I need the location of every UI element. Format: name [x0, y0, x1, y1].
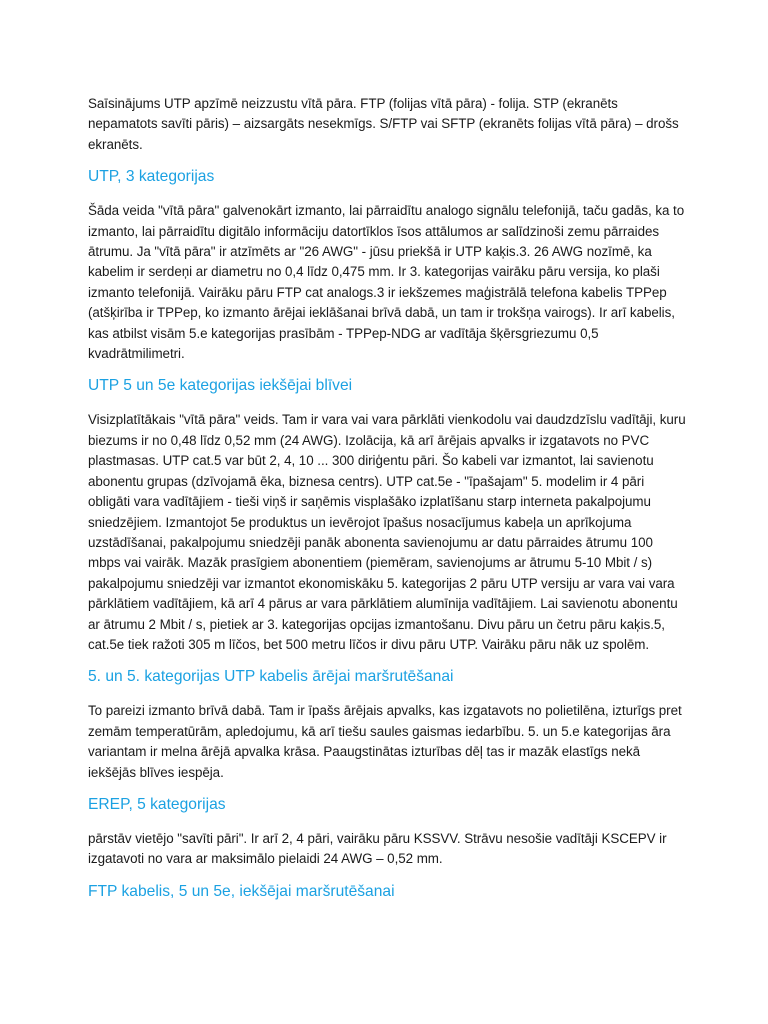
section-heading-utp-cat5-indoor: UTP 5 un 5e kategorijas iekšējai blīvei — [88, 377, 353, 395]
section-body-erep-cat5: pārstāv vietējo "savīti pāri". Ir arī 2, 4 pāri, vairāku pāru KSSVV. Strāvu nesošie vadītāji KSCEPV ir izgatavoti no vara ar maksimālo pielaidi 24 AWG – 0,52 mm. — [88, 830, 667, 867]
section-heading-utp-cat3: UTP, 3 kategorijas — [88, 168, 215, 186]
section-heading-erep-cat5: EREP, 5 kategorijas — [88, 795, 226, 813]
section-body-utp-cat3: Šāda veida "vītā pāra" galvenokārt izmanto, lai pārraidītu analogo signālu telefonijā, taču gadās, ka to izmanto, lai pārraidītu digitālo informāciju datortīklos īsos attālumos ar salīdzinoši zemu pārraides ātrumu. Ja "vītā pāra" ir atzīmēts ar "26 AWG" - jūsu priekšā ir UTP kaķis.3. 26 AWG nozīmē, ka kabelim ir serdeņi ar diametru no 0,4 līdz 0,475 mm. Ir 3. kategorijas vairāku pāru versija, ko plaši izmanto telefonijā. Vairāku pāru FTP cat analogs.3 ir iekšzemes maģistrālā telefona kabelis TPPep (atšķirība ir TPPep, ko izmanto ārējai ieklāšanai brīvā dabā, un tam ir trokšņa vairogs). Ir arī kabelis, kas atbilst visām 5.e kategorijas prasībām - TPPep-NDG ar vadītāja šķērsgriezumu 0,5 kvadrātmilimetri. — [88, 203, 685, 362]
section-body-utp-cat5-indoor: Visizplatītākais "vītā pāra" veids. Tam ir vara vai vara pārklāti vienkodolu vai daudzdzīslu vadītāji, kuru biezums ir no 0,48 līdz 0,52 mm (24 AWG). Izolācija, kā arī ārējais apvalks ir izgatavots no PVC plastmasas. UTP cat.5 var būt 2, 4, 10 ... 300 diriģentu pāri. Šo kabeli var izmantot, lai savienotu abonentu grupas (dzīvojamā ēka, biznesa centrs). UTP cat.5e - "īpašajam" 5. modelim ir 4 pāri obligāti vara vadītājiem - tieši viņš ir saņēmis visplašāko izplatīšanu starp interneta pakalpojumu sniedzējiem. Izmantojot 5e produktus un ievērojot īpašus nosacījumus kabeļa un aprīkojuma uzstādīšanai, pakalpojumu sniedzēji panāk abonenta savienojumu ar datu pārraides ātrumu 100 mbps vai vairāk. Mazāk prasīgiem abonentiem (piemēram, savienojums ar ātrumu 5-10 Mbit / s) pakalpojumu sniedzēji var izmantot ekonomiskāku 5. kategorijas 2 pāru UTP versiju ar vara vai vara pārklātiem vadītājiem, kā arī 4 pārus ar vara pārklātiem alumīnija vadītājiem. Lai savienotu abonentu ar ātrumu 2 Mbit / s, pietiek ar 3. kategorijas opcijas izmantošanu. Divu pāru un četru pāru kaķis.5, cat.5e tiek ražoti 305 m līčos, bet 500 metru līčos ir divu pāru UTP. Vairāku pāru nāk uz spolēm. — [88, 412, 686, 652]
section-heading-ftp-cable: FTP kabelis, 5 un 5e, iekšējai maršrutēšanai — [88, 882, 395, 900]
section-heading-utp-outdoor: 5. un 5. kategorijas UTP kabelis ārējai maršrutēšanai — [88, 668, 454, 686]
section-body-utp-outdoor: To pareizi izmanto brīvā dabā. Tam ir īpašs ārējais apvalks, kas izgatavots no polietilēna, izturīgs pret zemām temperatūrām, apledojumu, kā arī tiešu saules gaismas iedarbību. 5. un 5.e kategorijas āra variantam ir melna ārējā apvalka krāsa. Paaugstinātas izturības dēļ tas ir mazāk elastīgs nekā iekšējās blīves iespēja. — [88, 703, 682, 780]
intro-paragraph: Saīsinājums UTP apzīmē neizzustu vītā pāra. FTP (folijas vītā pāra) - folija. STP (ekranēts nepamatots savīti pāris) – aizsargāts nesekmīgs. S/FTP vai SFTP (ekranēts folijas vītā pāra) – drošs ekranēts. — [88, 96, 679, 152]
document-page — [88, 94, 688, 902]
